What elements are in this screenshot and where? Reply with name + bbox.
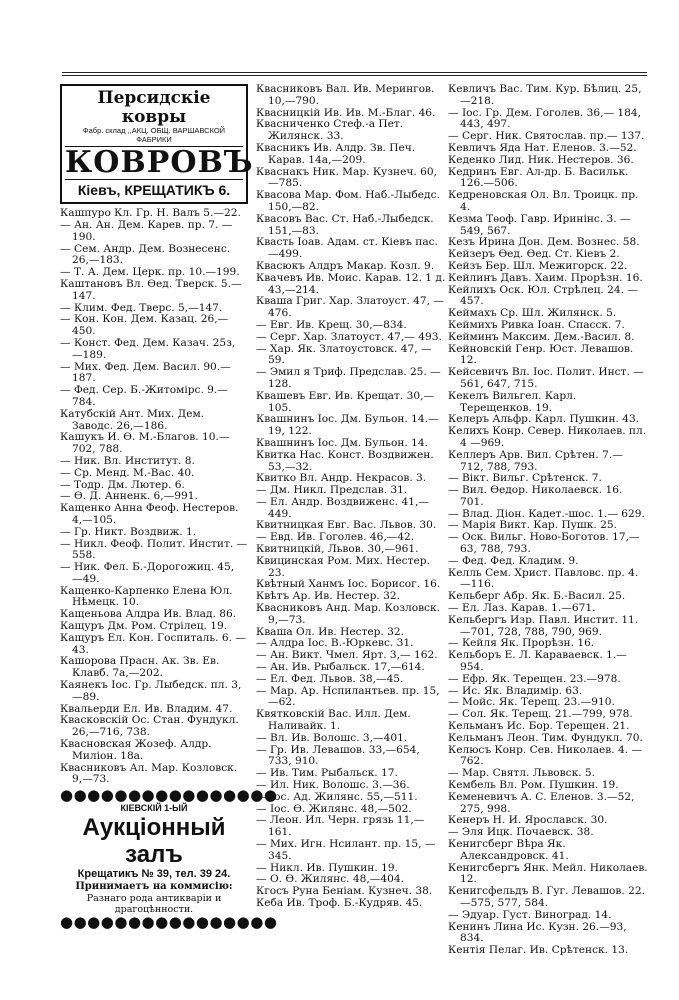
- directory-entry: — Ср. Менд. М.-Вас. 40.: [60, 466, 195, 479]
- directory-entry: Кваша Григ. Хар. Златоуст. 47, —476.: [256, 295, 444, 320]
- directory-entry: Келихъ Конр. Север. Николаев. пл. 4 —969.: [448, 425, 650, 449]
- directory-entry: Кезма Тѳоф. Гавр. Иринінс. 3. —549, 567.: [448, 212, 631, 237]
- directory-entry: Квасковскій Ос. Стан. Фундукл. 26,—716, 738.: [60, 714, 243, 739]
- ad-auction-items: Разнаго рода антикваріи и драгоцѣнности.: [86, 893, 222, 916]
- directory-entry: — Никл. Феоф. Полит. Инстит. —558.: [60, 537, 248, 562]
- directory-entry: — Мойс. Як. Терещ. 23.—910.: [448, 696, 615, 709]
- directory-entry: — Ел. Лаз. Карав. 1.—671.: [448, 602, 596, 615]
- directory-entry: — Серг. Хар. Златоуст. 47,— 493.: [256, 330, 442, 343]
- directory-entry: — Іос. Ѳ. Жилянс. 48,—502.: [256, 802, 412, 815]
- directory-entry: Квитницкая Евг. Вас. Львов. 30.: [256, 519, 437, 532]
- auction-advertisement: [60, 786, 278, 932]
- directory-entry: — Ник. Фел. Б.-Дорогожиц. 45, —49.: [60, 561, 238, 585]
- directory-entry: — Серг. Ник. Святослав. пр.— 137.: [448, 130, 645, 143]
- directory-entry: Квасова Мар. Фом. Наб.-Лыбедс. 150,—82.: [256, 189, 444, 213]
- directory-entry: Кеймихъ Ривка Іоан. Спасск. 7.: [448, 318, 625, 331]
- directory-entry: Келюсъ Конр. Сев. Николаев. 4. —762.: [448, 743, 643, 768]
- directory-entry: Кевличъ Яда Нат. Еленов. 3.—52.: [448, 141, 637, 154]
- directory-entry: Квитницкій, Львов. 30,—961.: [256, 543, 419, 556]
- directory-entry: — Ис. Як. Владимір. 63.: [448, 684, 583, 697]
- directory-entry: — Сем. Андр. Дем. Вознесенс. 26,—183.: [60, 242, 234, 267]
- directory-entry: Кельборъ Е. Л. Караваевск. 1.— 954.: [448, 649, 631, 674]
- directory-entry: Кеймахъ Ср. Шл. Жилянск. 5.: [448, 307, 617, 320]
- directory-entry: — Ел. Фед. Львов. 38,—45.: [256, 672, 404, 685]
- directory-entry: — Вл. Ив. Волошс. 3,—401.: [256, 731, 408, 744]
- entries-column-2: [256, 83, 449, 910]
- directory-entry: — Фед. Сер. Б.-Житомірс. 9.—784.: [60, 384, 228, 408]
- directory-entry: Квасницкій Ив. Ив. М.-Благ. 46.: [256, 106, 436, 119]
- ad-auction-line1: КІЕВСКІЙ 1-ЫЙ: [120, 803, 188, 814]
- directory-entry: Квѣтный Ханмъ Іос. Борисог. 16.: [256, 578, 441, 591]
- directory-entry: Кащенко-Карпенко Елена Юл. Нѣмецк. 10.: [60, 584, 236, 609]
- directory-entry: — Эдуар. Густ. Виноград. 14.: [448, 908, 612, 921]
- directory-entry: Кваснакъ Ник. Мар. Кузнеч. 60, —785.: [256, 165, 441, 190]
- directory-entry: — Эля Ицк. Почаевск. 38.: [448, 826, 594, 839]
- directory-entry: Квасовъ Вас. Ст. Наб.-Лыбедск. 151,—83.: [256, 212, 437, 237]
- directory-entry: Квасниковъ Вал. Ив. Мерингов. 10,—790.: [256, 83, 438, 107]
- directory-entry: Кеменевичъ А. С. Еленов. 3.—52, 275, 998.: [448, 790, 638, 815]
- carpet-advertisement: [60, 84, 254, 204]
- directory-entry: — О. Ѳ. Жилянс. 48,—404.: [256, 873, 404, 886]
- directory-entry: — Ник. Вл. Институт. 8.: [60, 454, 195, 467]
- directory-entry: Кейзеръ Ѳед. Ѳед. Ст. Кіевъ 2.: [448, 248, 620, 261]
- column-2: [256, 83, 449, 910]
- directory-entry: — Евд. Ив. Гоголев. 46,—42.: [256, 531, 415, 544]
- directory-entry: Кельбергъ Изр. Павл. Инстит. 11.—701, 728, 788, 790, 969.: [448, 613, 639, 638]
- ad-auction-address: Крещатикъ № 39, тел. 39 24.: [77, 868, 231, 881]
- directory-entry: — Ел. Андр. Воздвиженс. 41,— 449.: [256, 495, 433, 520]
- directory-entry: Кельберг Абр. Як. Б.-Васил. 25.: [448, 590, 626, 603]
- column-3: [448, 83, 652, 957]
- directory-entry: Кенеръ Н. И. Ярославск. 30.: [448, 814, 608, 827]
- directory-entry: Квачевъ Ив. Моис. Карав. 12. 1 д. 43,—214.: [256, 271, 449, 296]
- directory-entry: — Гр. Ив. Левашов. 33,—654, 733, 910.: [256, 743, 424, 768]
- directory-entry: — Дм. Никл. Предслав. 31.: [256, 484, 408, 497]
- directory-entry: — Вил. Ѳедор. Николаевск. 16. 701.: [448, 484, 626, 508]
- directory-entry: Квасновская Жозеф. Алдр. Миліон. 18а.: [60, 738, 215, 762]
- directory-entry: — Влад. Діон. Кадет.-шос. 1.— 629.: [448, 507, 645, 520]
- column-1: [60, 84, 278, 932]
- dots-divider-top: ●●●●●●●●●●●●●●●●: [60, 786, 278, 805]
- directory-entry: Кенигсбергъ Янк. Мейл. Николаев. 12.: [448, 861, 652, 886]
- directory-entry: — Марія Викт. Кар. Пушк. 25.: [448, 519, 617, 532]
- directory-entry: Кентія Пелаг. Ив. Срѣтенск. 13.: [448, 944, 629, 957]
- ad-auction-title: Аукціонный залъ: [82, 814, 226, 869]
- directory-entry: — Мих. Игн. Нсилант. пр. 15, —345.: [256, 838, 436, 862]
- ad-auction-accepts: Принимаетъ на коммисію:: [75, 881, 233, 893]
- dots-divider-bottom: ●●●●●●●●●●●●●●●●: [60, 913, 278, 932]
- directory-entry: Кельманъ Ис. Бор. Терещен. 21.: [448, 720, 630, 733]
- directory-entry: Кекелъ Вильгел. Карл. Терещенков. 19.: [448, 389, 580, 414]
- directory-entry: Квасниковъ Анд. Мар. Козловск. 9,—73.: [256, 602, 444, 626]
- entries-column-1: [60, 208, 248, 786]
- directory-entry: — Вікт. Вильг. Срѣтенск. 7.: [448, 472, 602, 485]
- directory-entry: Кевличъ Вас. Тим. Кур. Бѣлиц. 25,—218.: [448, 83, 642, 107]
- directory-entry: — Евг. Ив. Крещ. 30,—834.: [256, 318, 407, 331]
- directory-entry: Катубскій Ант. Мих. Дем. Заводс. 26,—186.: [60, 407, 208, 432]
- directory-entry: Квасниченко Стеф.-а Пет. Жилянск. 33.: [256, 118, 407, 143]
- directory-entry: Кенигсфельдъ В. Гуг. Левашов. 22.—575, 577, 584.: [448, 885, 645, 909]
- directory-entry: — Іос. Ад. Жилянс. 55,—511.: [256, 790, 418, 803]
- directory-entry: Квашевъ Евг. Ив. Крещат. 30,— 105.: [256, 389, 438, 414]
- directory-entry: Кезъ Ирина Дон. Дем. Вознес. 58.: [448, 236, 640, 249]
- directory-entry: Кедринъ Евг. Ал-др. Б. Васильк. 126.—506.: [448, 165, 632, 190]
- directory-entry: — Никл. Ив. Пушкин. 19.: [256, 861, 398, 874]
- directory-entry: — Мих. Фед. Дем. Васил. 90.—187.: [60, 360, 231, 385]
- directory-entry: Кашорова Прасн. Ак. Зв. Ев. Клавб. 7а,—202.: [60, 655, 223, 680]
- directory-entry: — Сол. Як. Терещ. 21.—799, 978.: [448, 708, 633, 721]
- directory-entry: Кедреновская Ол. Вл. Троицк. пр. 4.: [448, 189, 642, 213]
- directory-entry: — Оск. Вильг. Ново-Боготов. 17,—63, 788, 793.: [448, 531, 640, 556]
- directory-entry: Квальерди Ел. Ив. Владим. 47.: [60, 702, 233, 715]
- directory-entry: — Ефр. Як. Терещен. 23.—978.: [448, 672, 621, 685]
- directory-entry: Келеръ Альфр. Карл. Пушкин. 43.: [448, 413, 640, 426]
- directory-entry: Кащеньова Алдра Ив. Влад. 86.: [60, 608, 237, 621]
- directory-entry: Кейзъ Бер. Шл. Межигорск. 22.: [448, 259, 628, 272]
- directory-entry: Квитка Нас. Конст. Воздвижен. 53,—32.: [256, 448, 438, 473]
- directory-entry: Квасниковъ Ал. Мар. Козловск. 9,—73.: [60, 761, 241, 786]
- entries-column-3: [448, 83, 652, 957]
- ad-carpets-address: Кіевъ, КРЕЩАТИКЪ 6.: [77, 182, 231, 199]
- directory-entry: Кащуръ Ел. Кон. Госпиталь. 6. —43.: [60, 631, 246, 656]
- directory-entry: — Алдра Іос. В.-Юркевс. 31.: [256, 637, 414, 650]
- directory-entry: — Ѳ. Д. Анненк. 6,—991.: [60, 490, 198, 503]
- directory-entry: — Ан. Ан. Дем. Карев. пр. 7. —190.: [60, 218, 233, 243]
- directory-entry: Кеденко Лид. Ник. Нестеров. 36.: [448, 153, 634, 166]
- top-rule-thin: [62, 75, 647, 76]
- directory-entry: Кембель Вл. Ром. Пушкин. 19.: [448, 779, 619, 792]
- directory-entry: Квасюкъ Алдръ Макар. Козл. 9.: [256, 259, 435, 272]
- directory-entry: Кенинъ Лина Ис. Кузн. 26.—93, 834.: [448, 920, 630, 945]
- directory-entry: Келль Сем. Христ. Павловс. пр. 4.—116.: [448, 566, 639, 591]
- directory-entry: Каштановъ Вл. Өед. Тверск. 5.—147.: [60, 277, 242, 302]
- directory-entry: Кашукъ И. Ѳ. М.-Благов. 10.—702, 788.: [60, 431, 230, 456]
- directory-entry: Квитко Вл. Андр. Некрасов. 3.: [256, 472, 427, 485]
- directory-entry: Кельманъ Леон. Тим. Фундукл. 70.: [448, 731, 643, 744]
- directory-entry: Квятковскій Вас. Илл. Дем. Наливайк. 1.: [256, 708, 415, 733]
- directory-entry: — Мар. Святл. Львовск. 5.: [448, 767, 596, 780]
- directory-entry: Кашпуро Кл. Гр. Н. Валъ 5.—22.: [60, 207, 241, 220]
- ad-carpets-title: Персидскіе ковры: [97, 88, 211, 127]
- directory-entry: Кенигсберг Вѣра Як. Александровск. 41.: [448, 838, 569, 862]
- directory-entry: — Клим. Фед. Тверс. 5,—147.: [60, 301, 223, 314]
- directory-entry: — Хар. Як. Златоустовск. 47, —59.: [256, 342, 432, 367]
- directory-entry: Кащенко Анна Феоф. Нестеров. 4,—105.: [60, 502, 242, 526]
- directory-entry: Квѣтъ Ар. Ив. Нестер. 32.: [256, 590, 400, 603]
- directory-entry: Кейсевичъ Вл. Іос. Полит. Инст. —561, 647, 715.: [448, 366, 644, 390]
- directory-entry: Квасникъ Ив. Алдр. Зв. Печ. Карав. 14а,—209.: [256, 141, 419, 166]
- directory-entry: Квицинская Ром. Мих. Нестер. 23.: [256, 554, 434, 579]
- directory-entry: — Ил. Ник. Волошс. 3.—36.: [256, 779, 410, 792]
- directory-entry: Каянекъ Іос. Гр. Лыбедск. пл. 3, —89.: [60, 679, 245, 703]
- directory-entry: Кгосъ Руна Беніам. Кузнеч. 38.: [256, 885, 433, 898]
- directory-entry: — Мар. Ар. Нспилантьев. пр. 15,—62.: [256, 684, 440, 709]
- directory-entry: Кейновскій Генр. Юст. Левашов. 12.: [448, 342, 637, 367]
- directory-entry: — Фед. Фед. Кладим. 9.: [448, 554, 579, 567]
- directory-entry: Кейлихъ Оск. Юл. Стрѣлец. 24. —457.: [448, 283, 638, 308]
- directory-entry: — Тодр. Дм. Лютер. 6.: [60, 478, 185, 491]
- directory-entry: — Т. А. Дем. Церк. пр. 10.—199.: [60, 266, 240, 279]
- ad-carpets-brand: КОВРОВЪ: [65, 145, 254, 181]
- directory-entry: Келлеръ Арв. Вил. Срѣтен. 7.— 712, 788, 793.: [448, 448, 627, 473]
- directory-entry: Квашнинъ Іос. Дм. Бульон. 14.— 19, 122.: [256, 413, 442, 438]
- directory-entry: — Конст. Фед. Дем. Казач. 25з, —189.: [60, 336, 239, 361]
- directory-entry: — Гр. Никт. Воздвиж. 1.: [60, 525, 197, 538]
- directory-entry: — Ан. Викт. Чмел. Ярт. 3,— 162.: [256, 649, 438, 662]
- directory-entry: — Ив. Тим. Рыбальск. 17.: [256, 767, 398, 780]
- directory-entry: Кваша Ол. Ив. Нестер. 32.: [256, 625, 405, 638]
- ad-carpets-sub: Фабр. склад ,,АКЦ. ОБЩ. ВАРШАВСКОЙ ФАБРИКИ: [82, 126, 226, 144]
- top-rule: [62, 72, 647, 73]
- directory-entry: Кейлинъ Давъ. Хаим. Прорѣзн. 16.: [448, 271, 643, 284]
- directory-entry: — Эмил я Триф. Предслав. 25. —128.: [256, 366, 441, 390]
- directory-entry: — Кон. Кон. Дем. Казац. 26,—450.: [60, 313, 229, 338]
- directory-entry: Квашнинъ Іос. Дм. Бульон. 14.: [256, 436, 428, 449]
- directory-entry: — Леон. Ил. Черн. грязь 11,— 161.: [256, 814, 428, 839]
- directory-entry: Кейминъ Максим. Дем.-Васил. 8.: [448, 330, 635, 343]
- directory-entry: Квасть Іоав. Адам. ст. Кіевъ пас. —499.: [256, 236, 442, 261]
- directory-entry: Кеба Ив. Троф. Б.-Кудряв. 45.: [256, 896, 423, 909]
- directory-entry: — Кейля Як. Прорѣзн. 16.: [448, 637, 595, 650]
- directory-entry: — Іос. Гр. Дем. Гоголев. 36,— 184, 443, 497.: [448, 106, 645, 131]
- directory-entry: Кащуръ Дм. Ром. Стрілец. 19.: [60, 620, 228, 633]
- directory-entry: — Ан. Ив. Рыбальск. 17,—614.: [256, 661, 425, 674]
